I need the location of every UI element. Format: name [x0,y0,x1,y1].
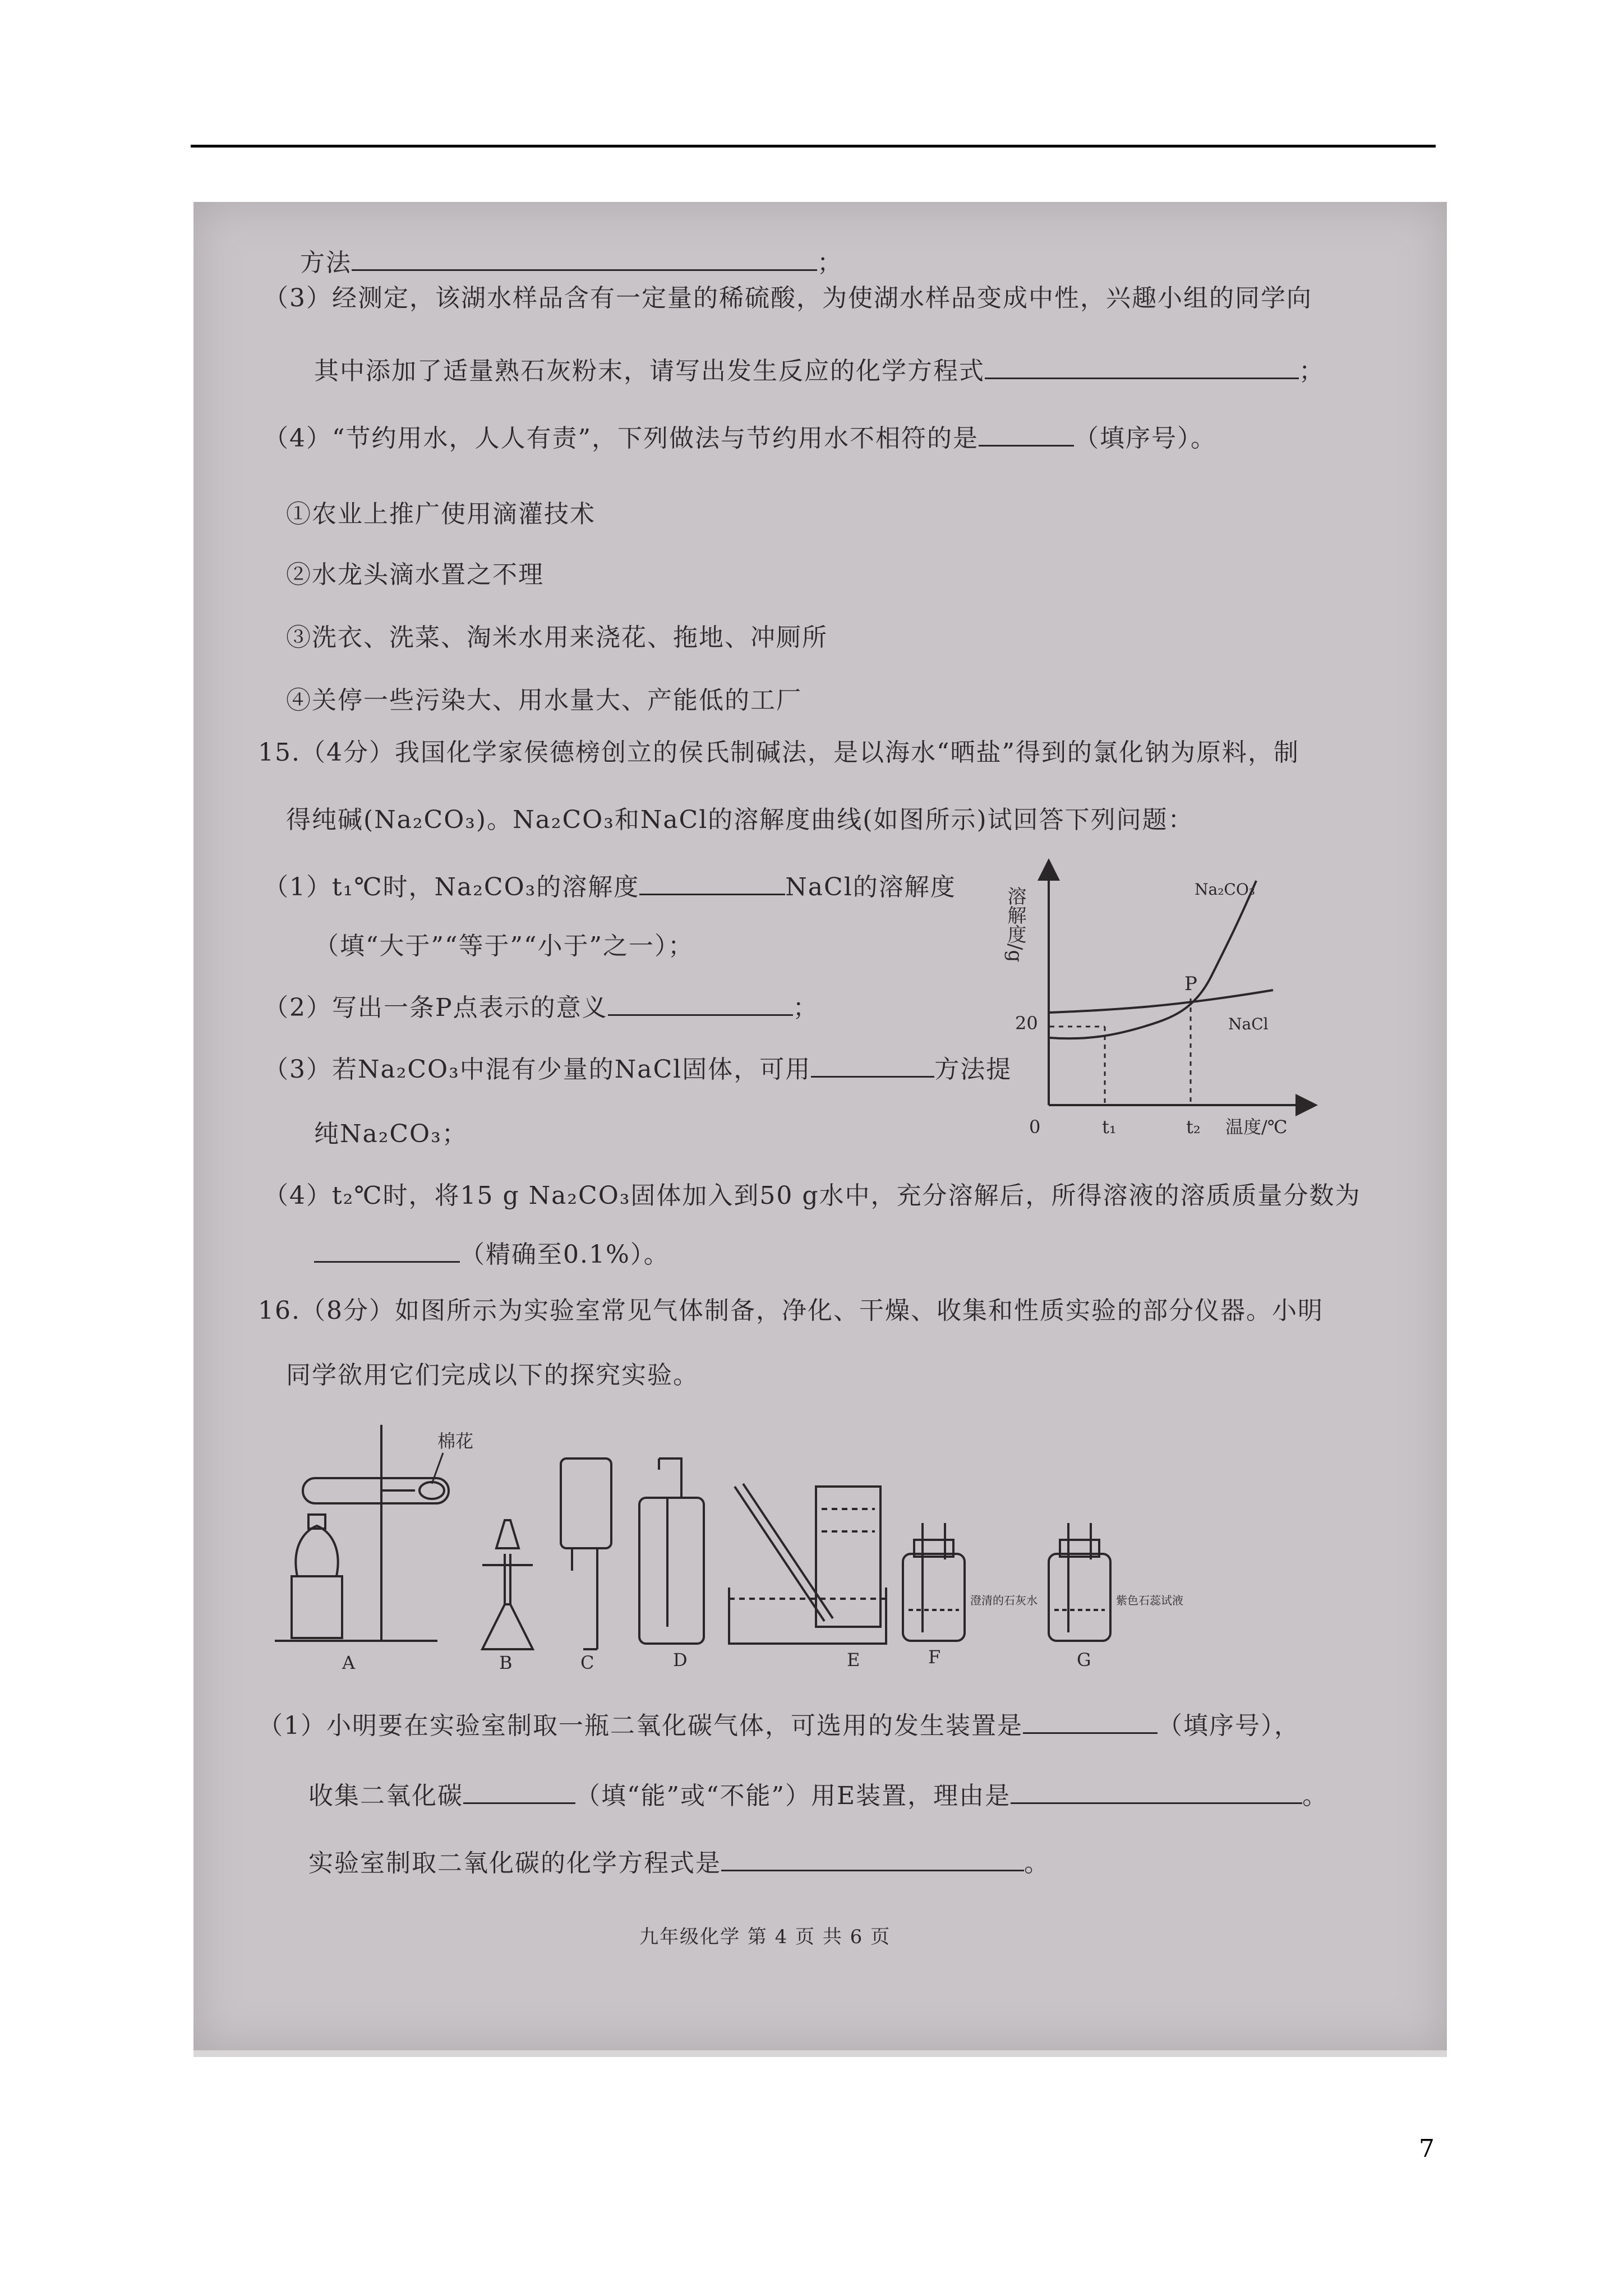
cotton-label: 棉花 [437,1430,474,1452]
q15-part2-line: （2）写出一条P点表示的意义 ； [264,987,819,1023]
chart-x-tick-t2: t₂ [1186,1116,1201,1138]
label-g: G [1077,1649,1091,1671]
exam-footer: 九年级化学 第 4 页 共 6 页 [639,1926,891,1948]
apparatus-d [639,1458,704,1644]
label-b: B [499,1652,513,1673]
chart-point-p: P [1184,973,1197,995]
label-e: E [847,1649,860,1671]
q14-method-line: 方法 ； [300,242,843,278]
page-number: 7 [1419,2134,1435,2163]
label-f: F [928,1646,941,1668]
q15-part1-hint: （填“大于”“等于”“小于”之一）； [314,932,694,960]
q16-part1-line3: 实验室制取二氧化碳的化学方程式是 。 [308,1843,1050,1879]
q16-intro-line1: 16.（8分）如图所示为实验室常见气体制备，净化、干燥、收集和性质实验的部分仪器。小明 [258,1296,1324,1325]
q14-part3-line2: 其中添加了适量熟石灰粉末，请写出发生反应的化学方程式 ； [314,351,1325,386]
chart-x-tick-t1: t₁ [1102,1116,1117,1138]
q14-option-1: ①农业上推广使用滴灌技术 [286,500,596,528]
q15-intro-line2: 得纯碱(Na₂CO₃)。Na₂CO₃和NaCl的溶解度曲线(如图所示)试回答下列问题： [286,806,1194,834]
label-c: C [580,1652,594,1673]
q15-part3-line: （3）若Na₂CO₃中混有少量的NaCl固体，可用 方法提 [264,1049,1012,1085]
q15-intro-line1: 15.（4分）我国化学家侯德榜创立的侯氏制碱法，是以海水“晒盐”得到的氯化钠为原料，制 [258,738,1299,767]
label-a: A [342,1652,356,1673]
chart-ylabel: 溶解度/g [1004,886,1026,963]
chart-origin-label: 0 [1029,1116,1041,1138]
q14-part4-line: （4）“节约用水，人人有责”，下列做法与节约用水不相符的是 （填序号）。 [264,418,1216,454]
apparatus-c [561,1458,611,1649]
chart-y-tick-20: 20 [1015,1013,1038,1034]
f-solution-label: 澄清的石灰水 [970,1594,1038,1607]
apparatus-a [275,1425,449,1641]
apparatus-g [1049,1523,1110,1641]
photo-bottom-edge [193,2050,1447,2057]
q16-intro-line2: 同学欲用它们完成以下的探究实验。 [286,1361,699,1389]
g-solution-label: 紫色石蕊试液 [1116,1594,1183,1607]
header-rule [191,145,1436,148]
q14-option-2: ②水龙头滴水置之不理 [286,560,544,589]
chart-xlabel: 温度/℃ [1225,1116,1288,1138]
series-na2co3-curve [1050,881,1256,1038]
q16-part1-line2: 收集二氧化碳 （填“能”或“不能”）用E装置，理由是 。 [308,1775,1328,1811]
q15-part1-line: （1）t₁℃时，Na₂CO₃的溶解度 NaCl的溶解度 [264,867,956,903]
series-na2co3-label: Na₂CO₃ [1195,880,1256,899]
apparatus-figure [269,1414,1279,1677]
q15-part4-line: （4）t₂℃时，将15 g Na₂CO₃固体加入到50 g水中，充分溶解后，所得溶液的溶质质量分数为 [264,1181,1361,1210]
q14-part3-line1: （3）经测定，该湖水样品含有一定量的稀硫酸，为使湖水样品变成中性，兴趣小组的同学向 [264,284,1312,312]
apparatus-b [482,1520,533,1649]
q15-part3-cont: 纯Na₂CO₃； [314,1120,468,1148]
apparatus-f [903,1523,965,1641]
q14-option-3: ③洗衣、洗菜、淘米水用来浇花、拖地、冲厕所 [286,623,828,652]
q15-part4-cont: （精确至0.1%）。 [314,1234,670,1270]
series-nacl-line [1050,990,1273,1013]
solubility-chart [1004,858,1329,1150]
apparatus-e [729,1484,886,1644]
q14-option-4: ④关停一些污染大、用水量大、产能低的工厂 [286,686,802,715]
q16-part1-line1: （1）小明要在实验室制取一瓶二氧化碳气体，可选用的发生装置是 （填序号）， [258,1705,1300,1741]
label-d: D [673,1649,688,1671]
series-nacl-label: NaCl [1228,1015,1269,1033]
